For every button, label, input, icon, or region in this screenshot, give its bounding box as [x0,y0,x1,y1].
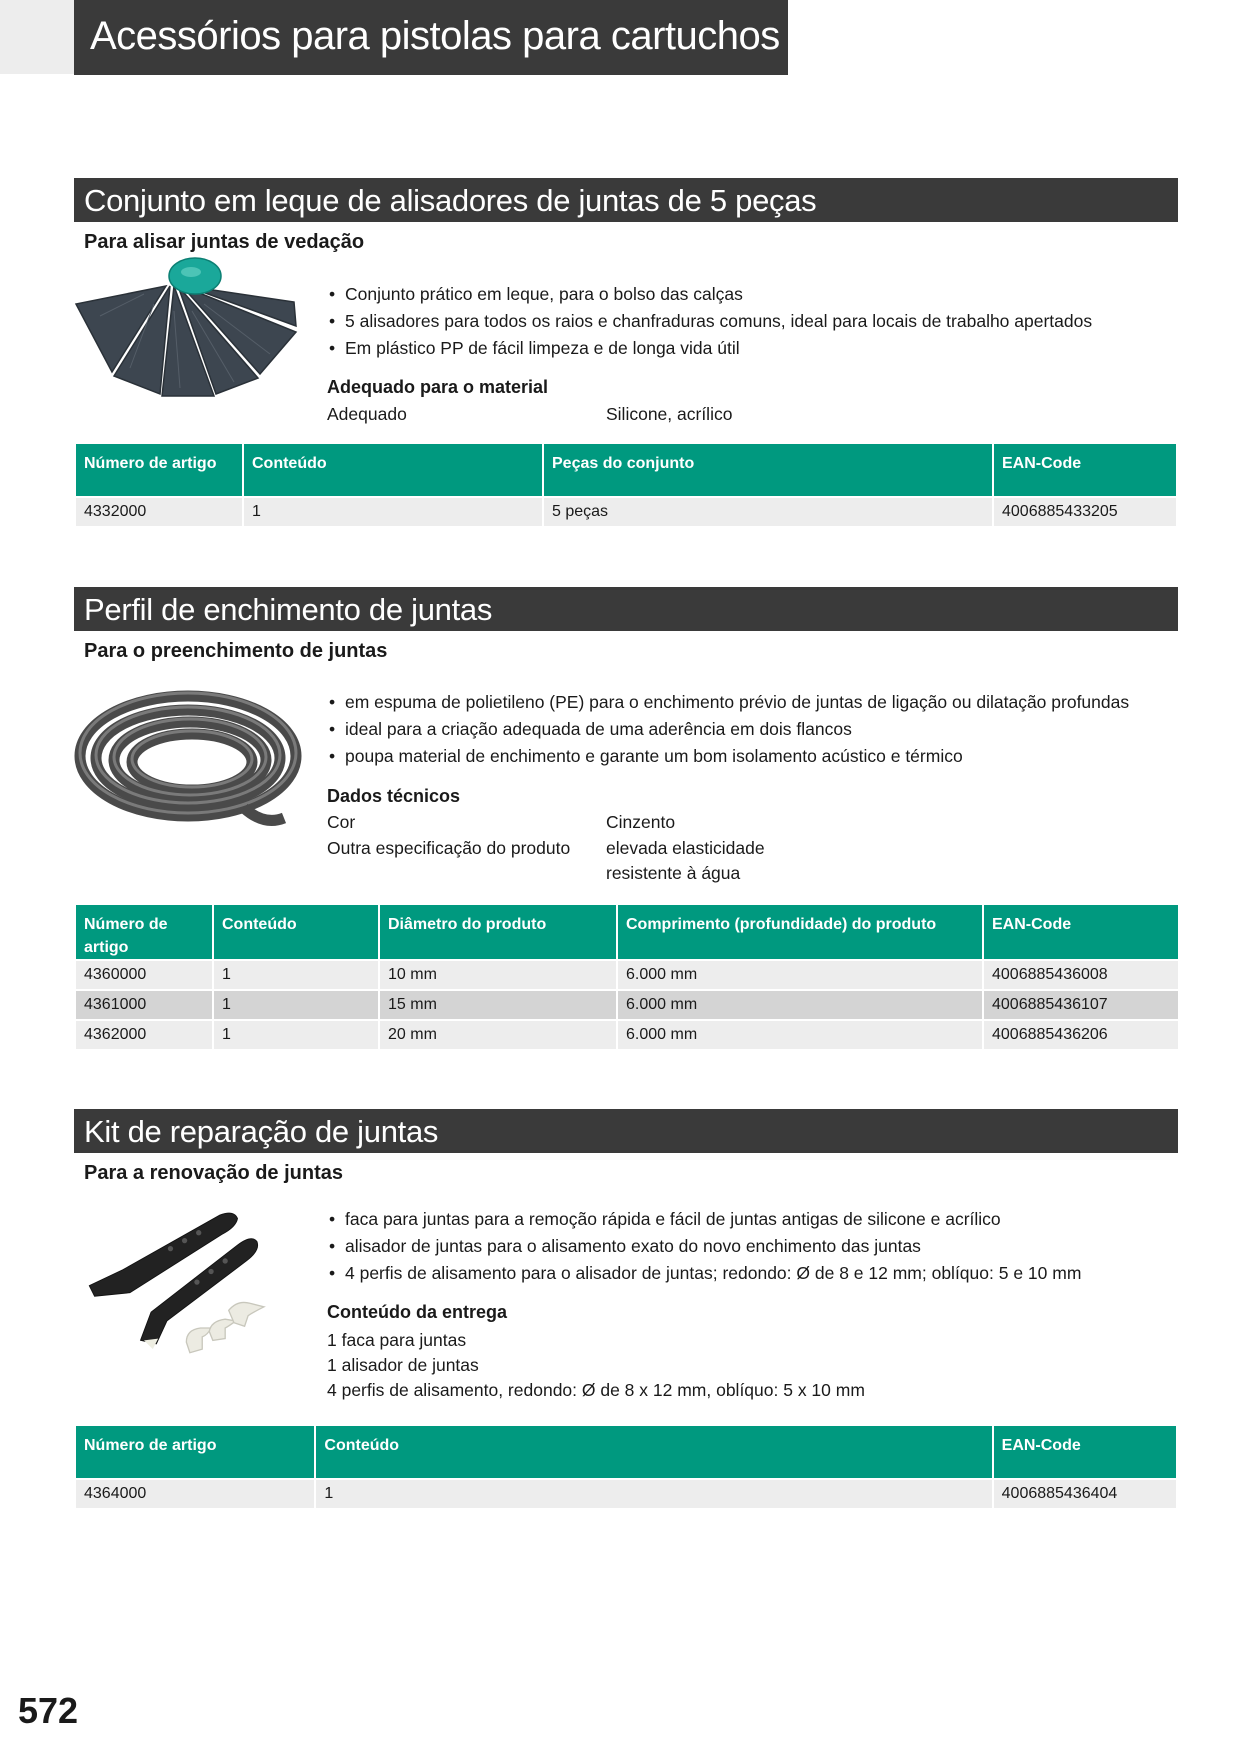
table-header-cell: EAN-Code [994,1426,1176,1478]
spec-heading: Dados técnicos [327,786,461,806]
table-header-row [76,1426,1176,1478]
table-header-cell: EAN-Code [984,905,1178,959]
table-header-cell: Comprimento (profundidade) do produto [618,905,982,959]
table-cell: 1 [214,989,378,1019]
section-subtitle: Para o preenchimento de juntas [84,640,388,662]
delivery-item: 1 faca para juntas [327,1330,467,1350]
table-header-cell: Conteúdo [244,444,542,496]
table-row [76,959,1178,989]
spec-value: Silicone, acrílico [606,404,733,424]
table-cell: 6.000 mm [618,1019,982,1049]
table-cell: 4360000 [76,959,212,989]
table-header-cell: Número de artigo [76,1426,314,1478]
table-cell: 4006885436107 [984,989,1178,1019]
page-title: Acessórios para pistolas para cartuchos [90,14,780,58]
table-header-cell: Número de artigo [76,444,242,496]
feature-item: • Em plástico PP de fácil limpeza e de longa vida útil [326,335,1092,362]
feature-item: • em espuma de polietileno (PE) para o enchimento prévio de juntas de ligação ou dilatação profundas [326,689,1129,716]
spec-label: Outra especificação do produto [327,838,571,858]
section-title: Perfil de enchimento de juntas [84,592,493,627]
table-header-cell: Número de artigo [76,905,212,959]
section-title: Kit de reparação de juntas [84,1114,439,1149]
table-header-cell: Diâmetro do produto [380,905,616,959]
feature-item: • 4 perfis de alisamento para o alisador de juntas; redondo: Ø de 8 e 12 mm; oblíquo: 5 e 10 mm [326,1260,1081,1287]
table-header-cell: Conteúdo [316,1426,991,1478]
section-subtitle: Para alisar juntas de vedação [84,231,365,253]
table-header-row [76,444,1176,496]
table-cell: 15 mm [380,989,616,1019]
table-header-row [76,905,1178,959]
table-header-cell: EAN-Code [994,444,1176,496]
section-header-bar [74,587,1178,631]
table-cell: 10 mm [380,959,616,989]
feature-list [326,1206,1081,1287]
fan-smoother-set-image [74,256,304,406]
section-subtitle: Para a renovação de juntas [84,1162,344,1184]
table-cell: 6.000 mm [618,989,982,1019]
joint-repair-kit-image [74,1208,304,1358]
spec-label: Adequado [327,404,407,424]
feature-item: • alisador de juntas para o alisamento exato do novo enchimento das juntas [326,1233,1081,1260]
table-cell: 1 [214,1019,378,1049]
feature-list [326,689,1129,770]
article-table [74,905,1180,1049]
table-row [76,1019,1178,1049]
spec-heading: Adequado para o material [327,377,549,397]
spec-label: Cor [327,812,356,832]
section-title: Conjunto em leque de alisadores de juntas de 5 peças [84,183,817,218]
table-cell: 4362000 [76,1019,212,1049]
article-table [74,1426,1178,1508]
spec-value: elevada elasticidade [606,838,765,858]
table-cell: 5 peças [544,496,992,526]
page-corner-block [0,0,74,74]
feature-item: • faca para juntas para a remoção rápida e fácil de juntas antigas de silicone e acrílico [326,1206,1081,1233]
table-cell: 1 [316,1478,991,1508]
spec-heading: Conteúdo da entrega [327,1302,508,1322]
page-number: 572 [18,1690,79,1731]
foam-backer-rod-coil-image [74,688,304,838]
feature-list [326,281,1092,362]
table-cell: 6.000 mm [618,959,982,989]
table-cell: 4006885433205 [994,496,1176,526]
table-cell: 4006885436404 [994,1478,1176,1508]
table-row [76,989,1178,1019]
feature-item: • Conjunto prático em leque, para o bolso das calças [326,281,1092,308]
table-cell: 4364000 [76,1478,314,1508]
spec-value: Cinzento [606,812,676,832]
table-cell: 20 mm [380,1019,616,1049]
feature-item: • ideal para a criação adequada de uma aderência em dois flancos [326,716,1129,743]
table-header-cell: Peças do conjunto [544,444,992,496]
article-table [74,444,1178,526]
section-header-bar [74,1109,1178,1153]
delivery-item: 4 perfis de alisamento, redondo: Ø de 8 x 12 mm, oblíquo: 5 x 10 mm [327,1380,865,1400]
table-cell: 4006885436206 [984,1019,1178,1049]
table-cell: 4332000 [76,496,242,526]
table-cell: 1 [214,959,378,989]
table-row [76,496,1176,526]
feature-item: • poupa material de enchimento e garante um bom isolamento acústico e térmico [326,743,1129,770]
section-header-bar [74,178,1178,222]
page-title-bar [74,0,788,75]
table-cell: 1 [244,496,542,526]
delivery-item: 1 alisador de juntas [327,1355,479,1375]
table-row [76,1478,1176,1508]
spec-value: resistente à água [606,863,741,883]
feature-item: • 5 alisadores para todos os raios e chanfraduras comuns, ideal para locais de trabalho apertados [326,308,1092,335]
table-header-cell: Conteúdo [214,905,378,959]
table-cell: 4361000 [76,989,212,1019]
table-cell: 4006885436008 [984,959,1178,989]
